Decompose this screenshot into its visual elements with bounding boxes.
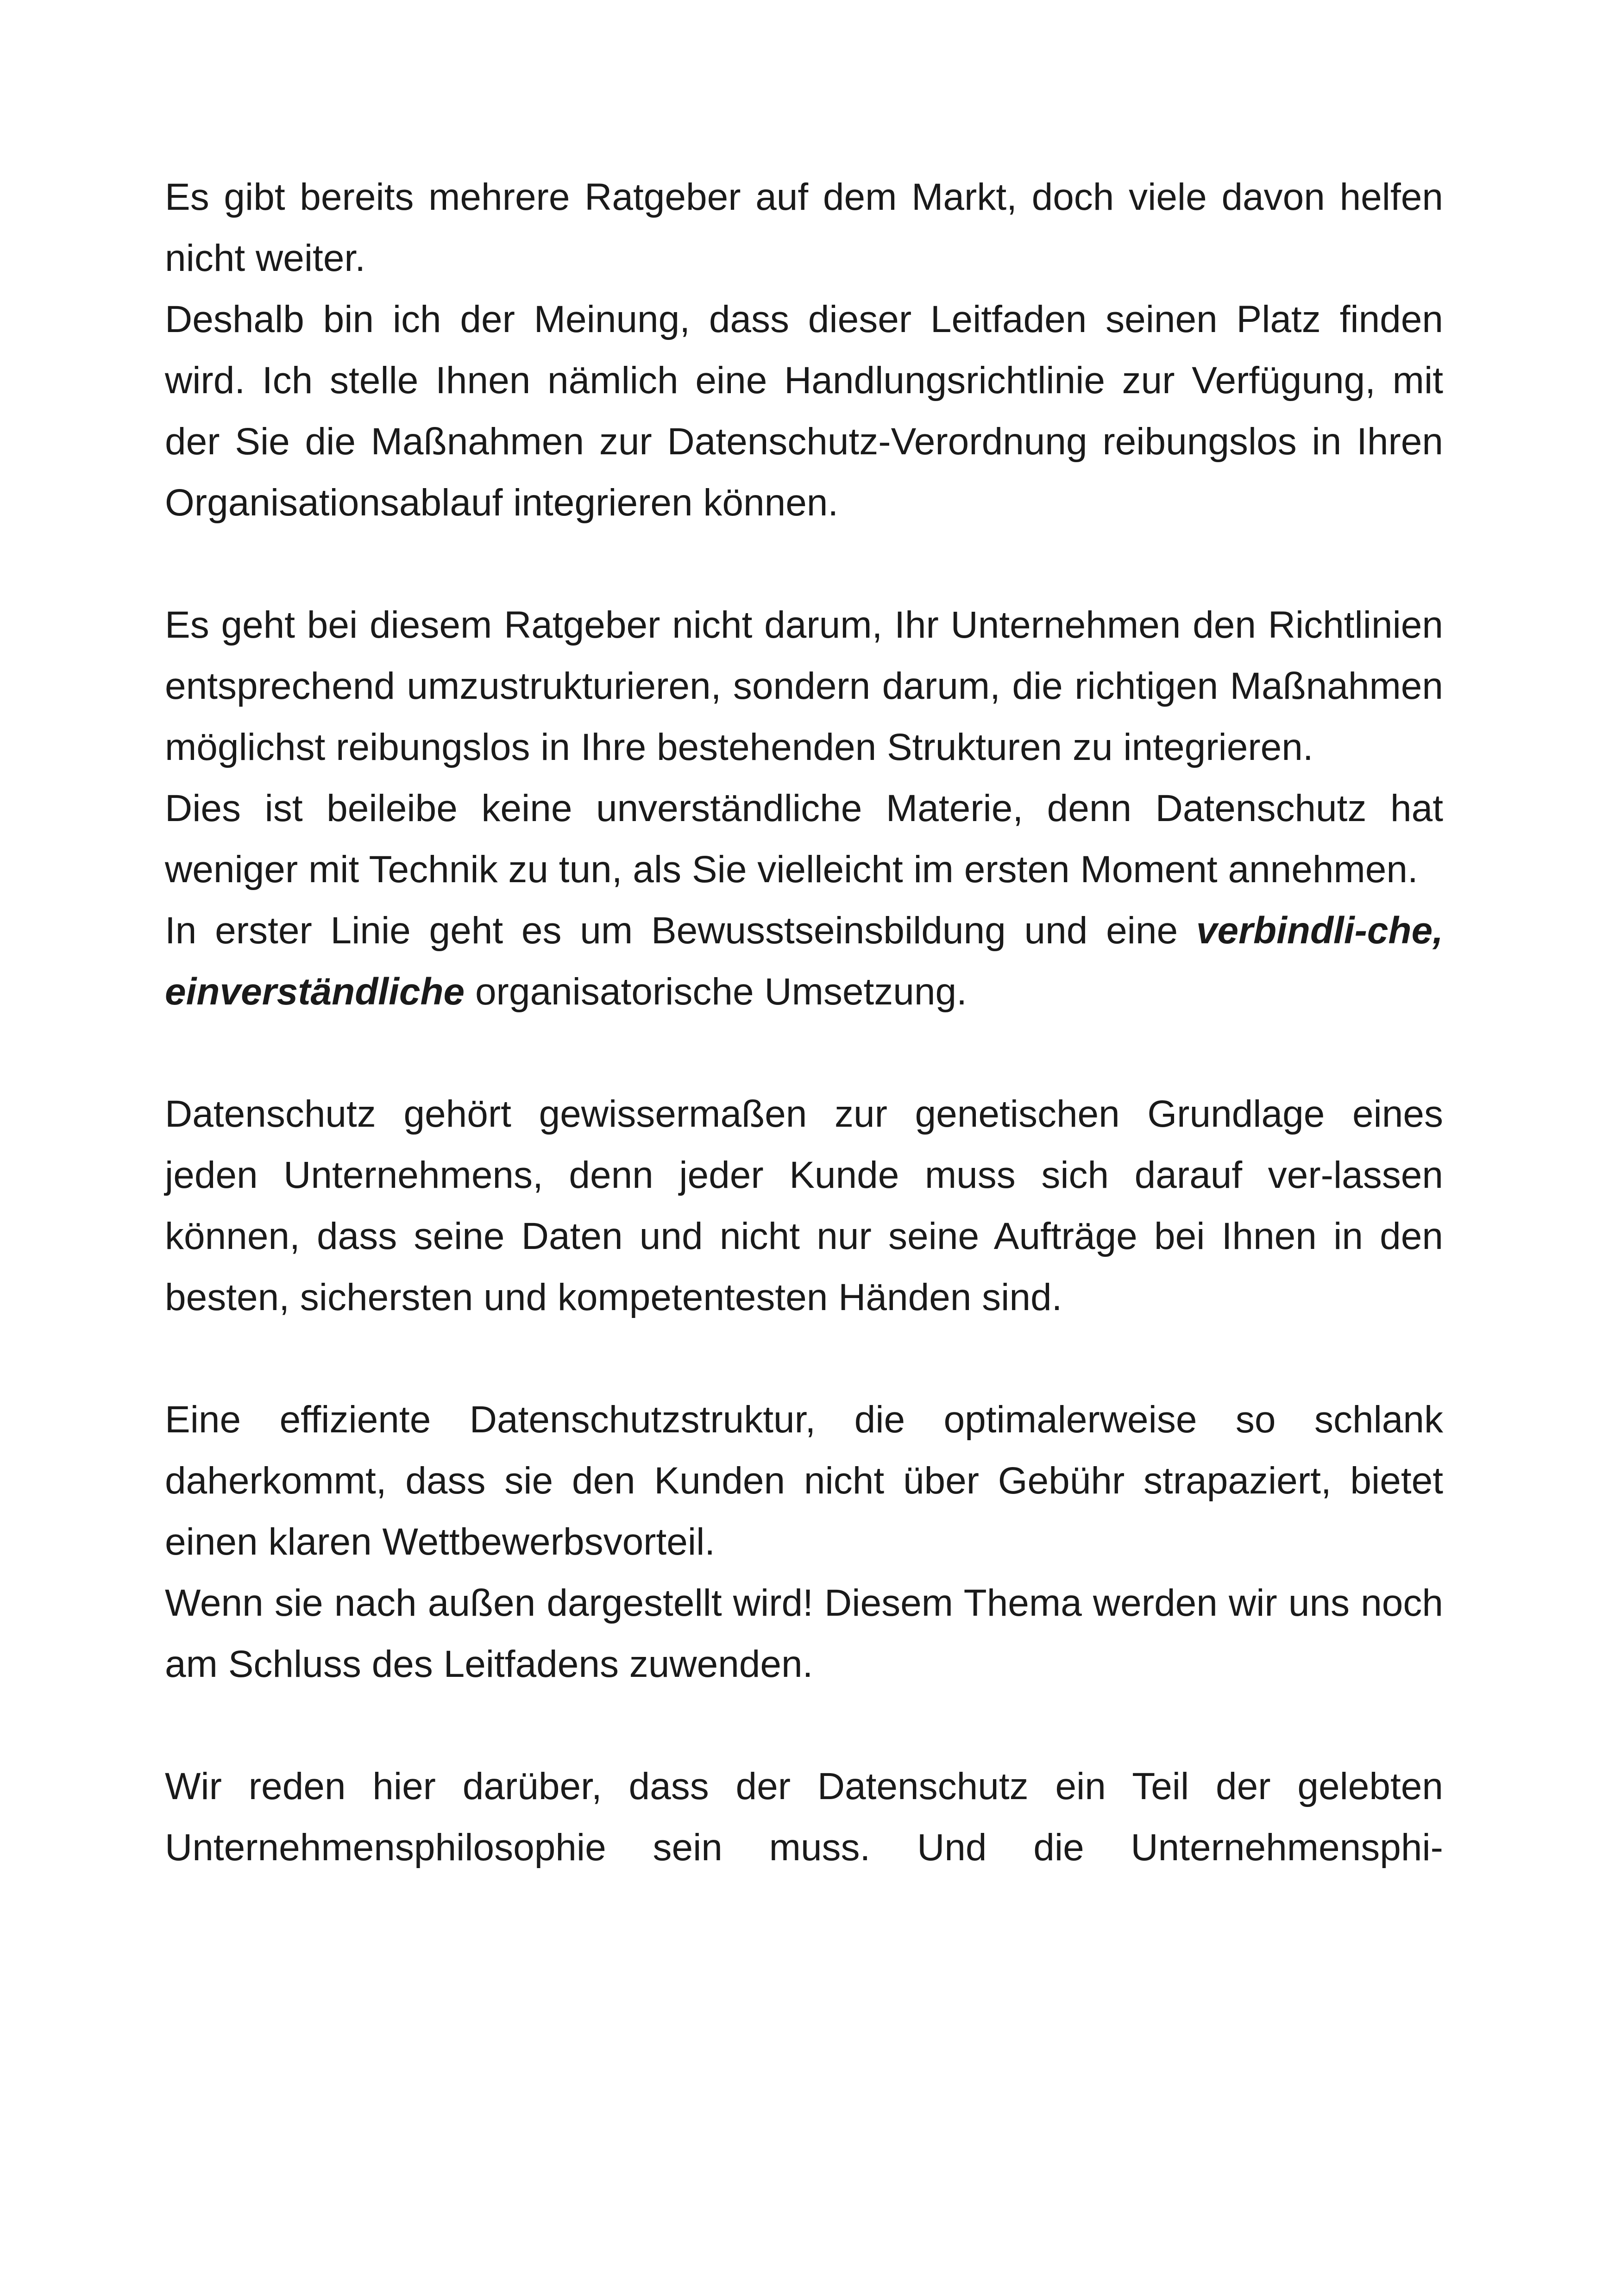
body-text — [165, 167, 1443, 1939]
emphasized-phrase: verbindli-che, einverständliche — [165, 910, 1443, 1013]
sentence: Dies ist beileibe keine unverständliche Materie, denn Datenschutz hat weniger mit Technik zu tun, als Sie vielleicht im ersten Moment annehmen. — [165, 787, 1443, 891]
sentence: Es gibt bereits mehrere Ratgeber auf dem Markt, doch viele davon helfen nicht weiter. — [165, 176, 1443, 279]
paragraph-3 — [165, 1084, 1443, 1328]
sentence: Eine effiziente Datenschutzstruktur, die optimalerweise so schlank daherkommt, dass sie den Kunden nicht über Gebühr strapaziert, bietet einen klaren Wettbewerbsvorteil. — [165, 1399, 1443, 1563]
sentence: Wir reden hier darüber, dass der Datenschutz ein Teil der gelebten Unternehmensphilosophie sein muss. Und die Unternehmensphi- — [165, 1765, 1443, 1869]
sentence: Wenn sie nach außen dargestellt wird! Diesem Thema werden wir uns noch am Schluss des Leitfadens zuwenden. — [165, 1582, 1443, 1685]
paragraph-5 — [165, 1756, 1443, 1878]
paragraph-4 — [165, 1389, 1443, 1695]
sentence-with-emphasis — [165, 900, 1443, 1023]
paragraph-2 — [165, 595, 1443, 1023]
sentence-start: In erster Linie geht es um Bewusstseinsbildung und eine — [165, 910, 1196, 952]
sentence: Deshalb bin ich der Meinung, dass dieser Leitfaden seinen Platz finden wird. Ich stelle Ihnen nämlich eine Handlungsrichtlinie zur Verfügung, mit der Sie die Maßnahmen zur Datenschutz-Verordnung reibungslos in Ihren Organisationsablauf integrieren können. — [165, 298, 1443, 524]
sentence-end: organisatorische Umsetzung. — [465, 971, 967, 1013]
paragraph-1 — [165, 167, 1443, 533]
sentence: Es geht bei diesem Ratgeber nicht darum, Ihr Unternehmen den Richtlinien entsprechend umzustrukturieren, sondern darum, die richtigen Maßnahmen möglichst reibungslos in Ihre bestehenden Strukturen zu integrieren. — [165, 604, 1443, 768]
sentence: Datenschutz gehört gewissermaßen zur genetischen Grundlage eines jeden Unternehmens, denn jeder Kunde muss sich darauf ver-lassen können, dass seine Daten und nicht nur seine Aufträge bei Ihnen in den besten, sichersten und kompetentesten Händen sind. — [165, 1093, 1443, 1318]
